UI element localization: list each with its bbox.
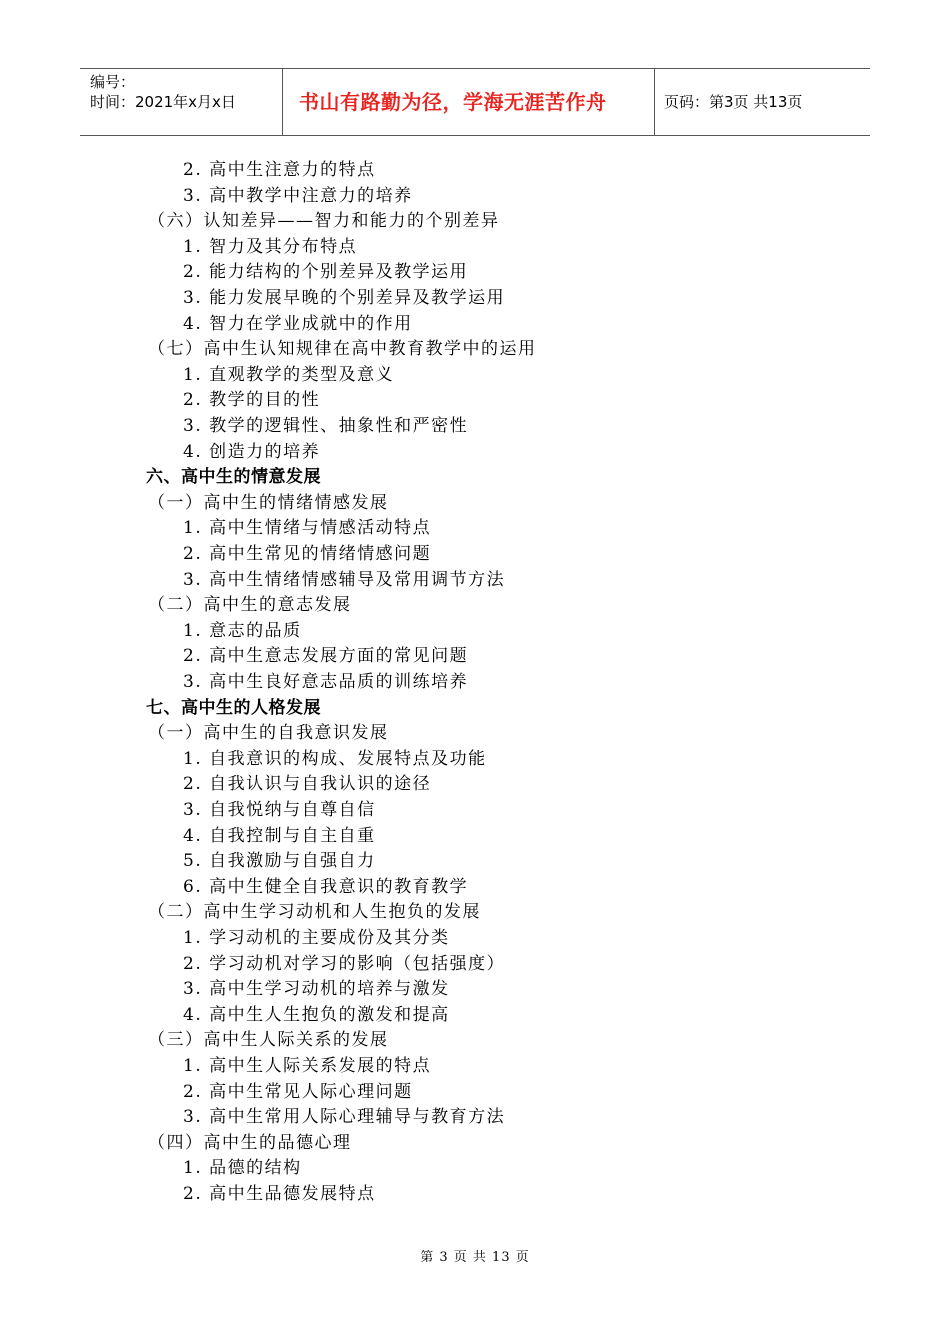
section-heading: 六、高中生的情意发展 bbox=[146, 467, 321, 488]
outline-item: 2. 高中生品德发展特点 bbox=[183, 1184, 376, 1204]
outline-item: 6. 高中生健全自我意识的教育教学 bbox=[183, 876, 469, 897]
outline-item: 5. 自我激励与自强自力 bbox=[183, 851, 376, 872]
page-header bbox=[80, 68, 870, 136]
subsection-heading: （四）高中生的品德心理 bbox=[148, 1132, 352, 1153]
header-page-info: 页码：第3页 共13页 bbox=[664, 93, 803, 111]
outline-item: 2. 高中生注意力的特点 bbox=[183, 160, 376, 180]
header-motto: 书山有路勤为径，学海无涯苦作舟 bbox=[283, 69, 655, 135]
subsection-heading: （一）高中生的情绪情感发展 bbox=[148, 492, 389, 513]
outline-item: 3. 自我悦纳与自尊自信 bbox=[183, 800, 376, 820]
outline-item: 4. 高中生人生抱负的激发和提高 bbox=[183, 1004, 450, 1025]
outline-item: 3. 高中生良好意志品质的训练培养 bbox=[183, 672, 469, 692]
subsection-heading: （二）高中生的意志发展 bbox=[148, 595, 352, 616]
outline-item: 1. 品德的结构 bbox=[183, 1158, 302, 1179]
outline-item: 2. 自我认识与自我认识的途径 bbox=[183, 774, 432, 795]
outline-item: 2. 学习动机对学习的影响（包括强度） bbox=[183, 953, 506, 974]
outline-item: 4. 创造力的培养 bbox=[183, 441, 321, 462]
subsection-heading: （六）认知差异——智力和能力的个别差异 bbox=[148, 211, 500, 232]
outline-item: 4. 智力在学业成就中的作用 bbox=[183, 313, 413, 334]
outline-item: 4. 自我控制与自主自重 bbox=[183, 825, 376, 846]
outline-item: 3. 高中生学习动机的培养与激发 bbox=[183, 979, 450, 1000]
outline-item: 3. 能力发展早晚的个别差异及教学运用 bbox=[183, 288, 506, 308]
outline-item: 3. 高中生常用人际心理辅导与教育方法 bbox=[183, 1107, 506, 1128]
outline-item: 3. 教学的逻辑性、抽象性和严密性 bbox=[183, 416, 469, 436]
outline-item: 1. 智力及其分布特点 bbox=[183, 236, 358, 257]
subsection-heading: （七）高中生认知规律在高中教育教学中的运用 bbox=[148, 339, 537, 360]
outline-item: 2. 高中生常见的情绪情感问题 bbox=[183, 544, 432, 564]
outline-item: 1. 高中生人际关系发展的特点 bbox=[183, 1056, 432, 1076]
section-heading: 七、高中生的人格发展 bbox=[146, 697, 321, 718]
date-label: 时间：2021年x月x日 bbox=[90, 93, 236, 111]
subsection-heading: （二）高中生学习动机和人生抱负的发展 bbox=[148, 902, 481, 923]
outline-item: 1. 自我意识的构成、发展特点及功能 bbox=[183, 748, 487, 769]
subsection-heading: （三）高中生人际关系的发展 bbox=[148, 1030, 389, 1051]
header-meta bbox=[80, 69, 283, 135]
subsection-heading: （一）高中生的自我意识发展 bbox=[148, 723, 389, 744]
outline-item: 2. 能力结构的个别差异及教学运用 bbox=[183, 262, 469, 283]
outline-item: 1. 学习动机的主要成份及其分类 bbox=[183, 928, 450, 948]
outline-item: 1. 意志的品质 bbox=[183, 620, 302, 641]
outline-item: 2. 高中生常见人际心理问题 bbox=[183, 1081, 413, 1102]
outline-item: 2. 高中生意志发展方面的常见问题 bbox=[183, 646, 469, 667]
outline-item: 1. 高中生情绪与情感活动特点 bbox=[183, 518, 432, 539]
number-label: 编号： bbox=[90, 73, 136, 91]
outline-item: 3. 高中教学中注意力的培养 bbox=[183, 185, 413, 206]
outline-item: 1. 直观教学的类型及意义 bbox=[183, 364, 395, 385]
page-footer: 第 3 页 共 13 页 bbox=[420, 1250, 530, 1265]
outline-item: 2. 教学的目的性 bbox=[183, 390, 321, 411]
outline-item: 3. 高中生情绪情感辅导及常用调节方法 bbox=[183, 569, 506, 590]
